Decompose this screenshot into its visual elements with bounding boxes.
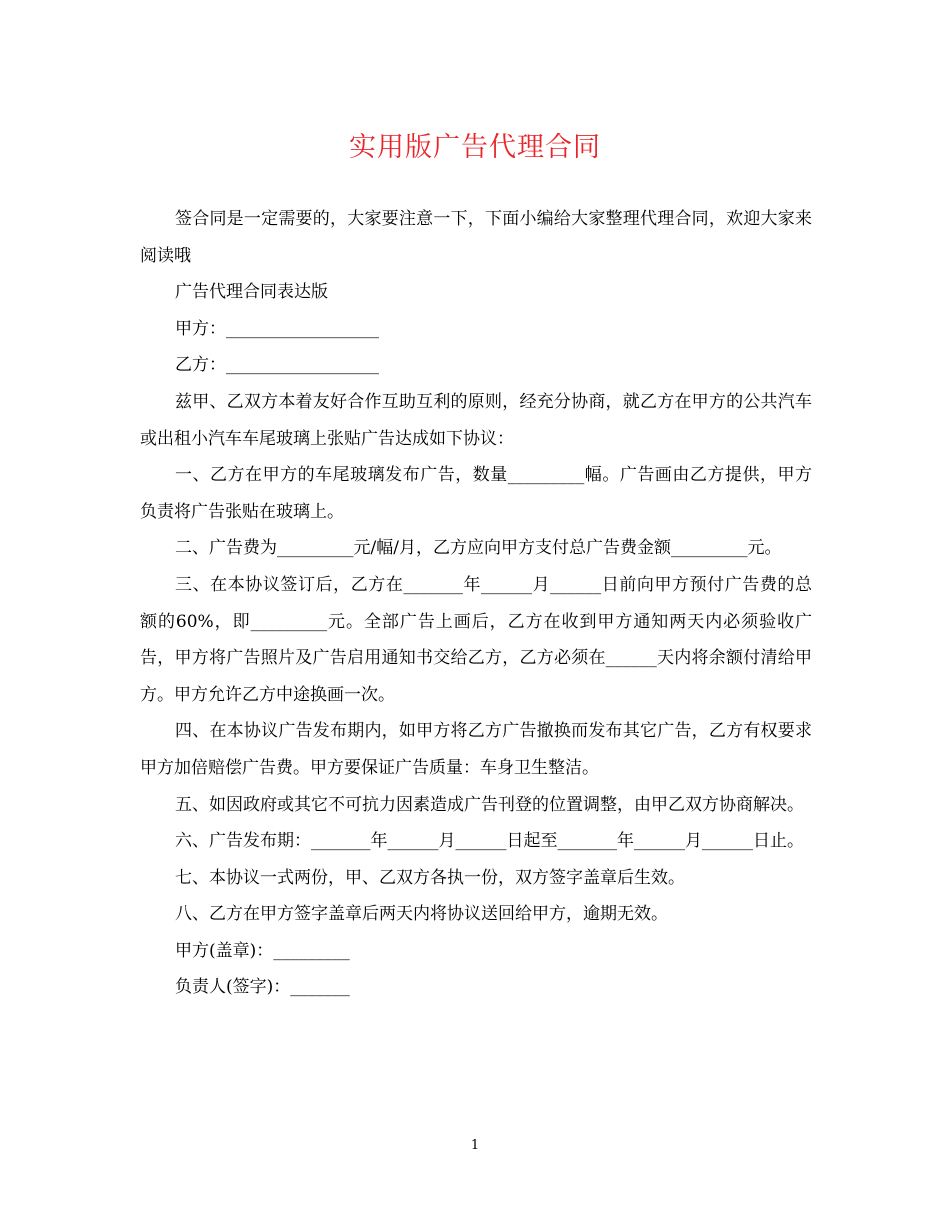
clause-4: 四、在本协议广告发布期内，如甲方将乙方广告撤换而发布其它广告，乙方有权要求甲方加倍赔偿广告费。甲方要保证广告质量：车身卫生整洁。 bbox=[140, 721, 812, 778]
document-body bbox=[140, 201, 812, 1006]
clause-3: 三、在本协议签订后，乙方在_______年______月______日前向甲方预付广告费的总额的60%，即_________元。全部广告上画后，乙方在收到甲方通知两天内必须验收广告，甲方将广告照片及广告启用通知书交给乙方，乙方必须在______天内将余额付清给甲方。甲方允许乙方中途换画一次。 bbox=[140, 574, 812, 705]
clause-8: 八、乙方在甲方签字盖章后两天内将协议送回给甲方，逾期无效。 bbox=[175, 904, 668, 925]
clause-5: 五、如因政府或其它不可抗力因素造成广告刊登的位置调整，由甲乙双方协商解决。 bbox=[175, 794, 804, 815]
preamble-paragraph: 兹甲、乙双方本着友好合作互助互利的原则，经充分协商，就乙方在甲方的公共汽车或出租小汽车车尾玻璃上张贴广告达成如下协议： bbox=[140, 391, 812, 449]
intro-paragraph: 签合同是一定需要的，大家要注意一下，下面小编给大家整理代理合同，欢迎大家来阅读哦 bbox=[140, 209, 812, 266]
clause-1: 一、乙方在甲方的车尾玻璃发布广告，数量_________幅。广告画由乙方提供，甲方负责将广告张贴在玻璃上。 bbox=[140, 465, 812, 522]
clause-7: 七、本协议一式两份，甲、乙双方各执一份，双方签字盖章后生效。 bbox=[175, 867, 685, 888]
party-a-line: 甲方：__________________ bbox=[175, 318, 379, 339]
party-a-seal-line: 甲方(盖章)：_________ bbox=[175, 940, 350, 961]
clause-6: 六、广告发布期：_______年______月______日起至_______年______月______日止。 bbox=[175, 831, 804, 852]
responsible-person-signature-line: 负责人(签字)：_______ bbox=[175, 977, 350, 998]
clause-2: 二、广告费为_________元/幅/月，乙方应向甲方支付总广告费金额_________元。 bbox=[175, 538, 782, 559]
party-b-line: 乙方：__________________ bbox=[175, 355, 379, 376]
contract-subtitle: 广告代理合同表达版 bbox=[175, 282, 328, 303]
document-title: 实用版广告代理合同 bbox=[349, 132, 601, 163]
page-number: 1 bbox=[470, 1138, 480, 1153]
